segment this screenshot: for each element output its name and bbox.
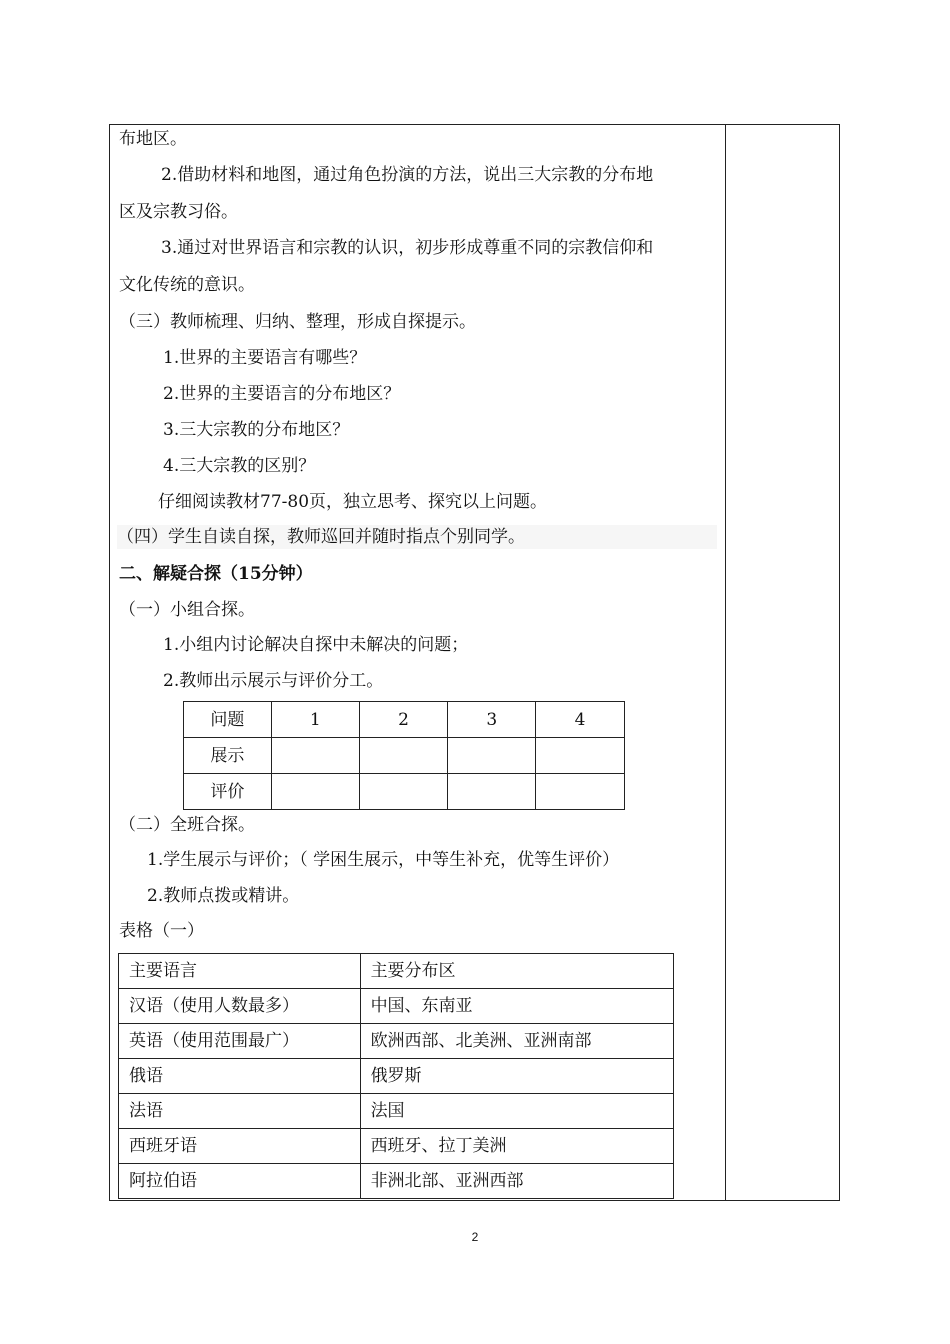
text-line: 仔细阅读教材77-80页，独立思考、探究以上问题。: [158, 492, 548, 512]
table-row: [119, 1129, 674, 1164]
section-heading: （一）小组合探。: [119, 600, 255, 620]
table-cell: 1: [271, 702, 359, 738]
section-heading: （三）教师梳理、归纳、整理，形成自探提示。: [119, 312, 476, 332]
page-number: 2: [471, 1230, 479, 1244]
section-title: 二、解疑合探（15分钟）: [119, 564, 313, 584]
table-cell: [536, 738, 625, 774]
table-row: [119, 1094, 674, 1129]
task-table: [183, 701, 625, 810]
table-row: [119, 1059, 674, 1094]
text-line: 2.借助材料和地图，通过角色扮演的方法，说出三大宗教的分布地: [161, 165, 654, 185]
table-header-row: [119, 954, 674, 989]
table-cell: 西班牙语: [119, 1129, 361, 1164]
table-caption: 表格（一）: [119, 921, 204, 941]
table-cell: [359, 738, 448, 774]
question-item: 4.三大宗教的区别？: [163, 456, 316, 476]
text-line: 区及宗教习俗。: [119, 202, 238, 222]
text-line: 布地区。: [119, 129, 187, 149]
table-cell: 欧洲西部、北美洲、亚洲南部: [360, 1024, 673, 1059]
table-cell: 英语（使用范围最广）: [119, 1024, 361, 1059]
column-divider: [725, 124, 726, 1201]
text-line: 2.教师点拨或精讲。: [147, 886, 300, 906]
table-cell: 主要语言: [119, 954, 361, 989]
table-row: [119, 1164, 674, 1199]
table-cell: [359, 774, 448, 810]
table-cell: 西班牙、拉丁美洲: [360, 1129, 673, 1164]
section-heading: （四）学生自读自探，教师巡回并随时指点个别同学。: [117, 525, 717, 549]
table-cell: 问题: [184, 702, 272, 738]
question-item: 3.三大宗教的分布地区？: [163, 420, 350, 440]
table-row: [119, 989, 674, 1024]
table-header-row: [184, 702, 625, 738]
question-item: 1.世界的主要语言有哪些？: [163, 348, 367, 368]
table-cell: 4: [536, 702, 625, 738]
text-line: 3.通过对世界语言和宗教的认识，初步形成尊重不同的宗教信仰和: [161, 238, 654, 258]
table-cell: 主要分布区: [360, 954, 673, 989]
table-cell: [448, 738, 536, 774]
table-cell: 3: [448, 702, 536, 738]
text-line: 1.小组内讨论解决自探中未解决的问题；: [163, 635, 469, 655]
table-cell: 法语: [119, 1094, 361, 1129]
section-heading: （二）全班合探。: [119, 815, 255, 835]
text-line: 1.学生展示与评价；（ 学困生展示，中等生补充，优等生评价）: [147, 850, 620, 870]
table-row: [119, 1024, 674, 1059]
table-cell: [448, 774, 536, 810]
table-cell: 非洲北部、亚洲西部: [360, 1164, 673, 1199]
table-cell: [271, 738, 359, 774]
table-cell: [536, 774, 625, 810]
text-line: 2.教师出示展示与评价分工。: [163, 671, 384, 691]
language-table: [118, 953, 674, 1199]
table-cell: 展示: [184, 738, 272, 774]
table-cell: 中国、东南亚: [360, 989, 673, 1024]
table-cell: 俄语: [119, 1059, 361, 1094]
text-line: 文化传统的意识。: [119, 275, 255, 295]
table-cell: 法国: [360, 1094, 673, 1129]
table-cell: 汉语（使用人数最多）: [119, 989, 361, 1024]
table-cell: 俄罗斯: [360, 1059, 673, 1094]
table-row: [184, 774, 625, 810]
table-cell: [271, 774, 359, 810]
table-row: [184, 738, 625, 774]
table-cell: 2: [359, 702, 448, 738]
table-cell: 评价: [184, 774, 272, 810]
table-cell: 阿拉伯语: [119, 1164, 361, 1199]
question-item: 2.世界的主要语言的分布地区？: [163, 384, 401, 404]
